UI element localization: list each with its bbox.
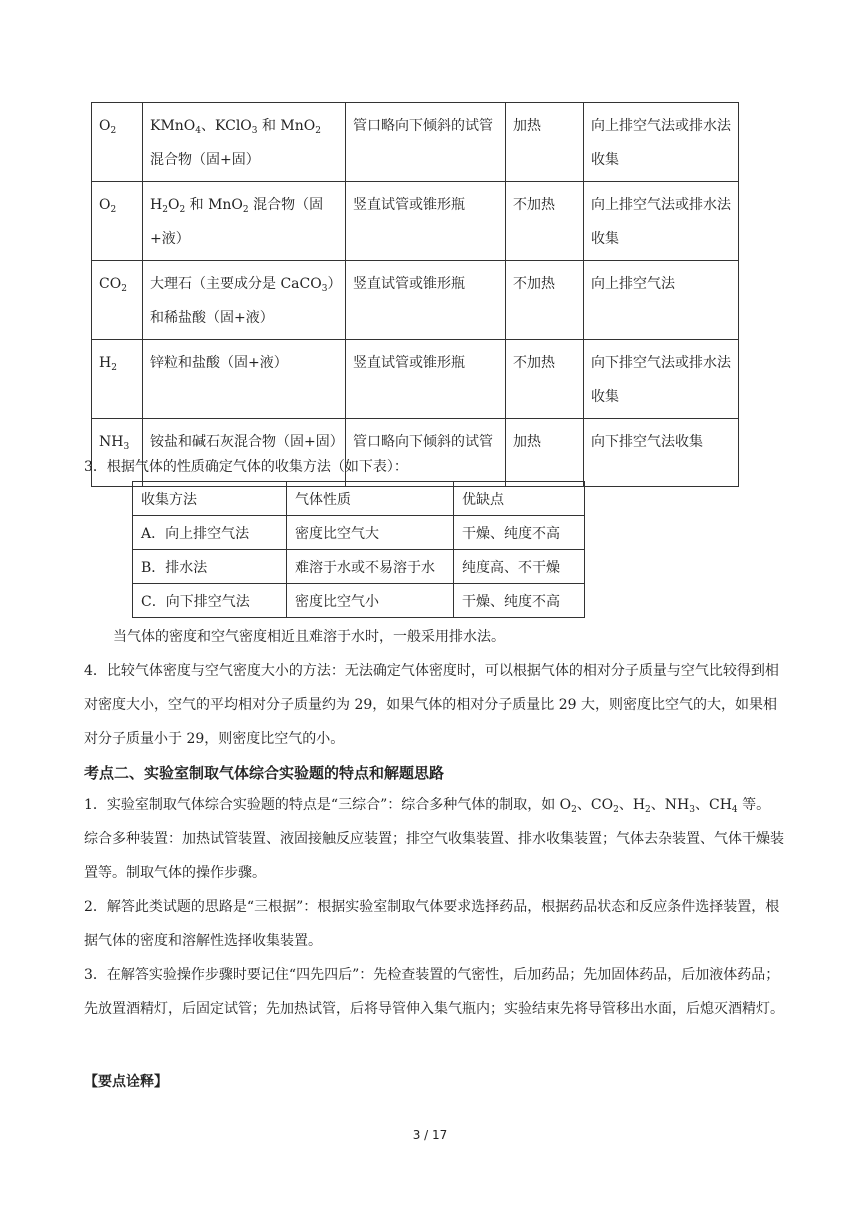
gas-cell: $O_2$ bbox=[92, 103, 143, 182]
table-row bbox=[92, 182, 739, 261]
table-row bbox=[133, 584, 585, 618]
table-cell: B．排水法 bbox=[133, 550, 287, 584]
reagents-cell: 锌粒和盐酸（固+液） bbox=[143, 340, 346, 419]
apparatus-cell: 管口略向下倾斜的试管 bbox=[346, 419, 506, 487]
condition-cell: 加热 bbox=[506, 103, 584, 182]
table-row bbox=[133, 550, 585, 584]
reagents-cell: $H_2O_2$ 和 MnO$_2$ 混合物（固+液） bbox=[143, 182, 346, 261]
table-row bbox=[92, 261, 739, 340]
collection-cell: 向上排空气法 bbox=[584, 261, 739, 340]
table-cell: 难溶于水或不易溶于水 bbox=[287, 550, 454, 584]
gas-cell: $O_2$ bbox=[92, 182, 143, 261]
header-cell: 优缺点 bbox=[454, 482, 585, 516]
section-paragraph-3: 3．在解答实验操作步骤时要记住“四先四后”：先检查装置的气密性，后加药品；先加固体药品，后加液体药品；先放置酒精灯，后固定试管；先加热试管，后将导管伸入集气瓶内；实验结束先将导管移出水面，后熄灭酒精灯。 bbox=[84, 967, 784, 1017]
table-header-row bbox=[133, 482, 585, 516]
apparatus-cell: 竖直试管或锥形瓶 bbox=[346, 340, 506, 419]
note-paragraph: 当气体的密度和空气密度相近且难溶于水时，一般采用排水法。 bbox=[113, 629, 505, 645]
gas-cell: $NH_3$ bbox=[92, 419, 143, 487]
condition-cell: 不加热 bbox=[506, 261, 584, 340]
section-heading: 考点二、实验室制取气体综合实验题的特点和解题思路 bbox=[84, 764, 445, 782]
table-cell: C．向下排空气法 bbox=[133, 584, 287, 618]
table-row bbox=[133, 516, 585, 550]
collection-cell: 向上排空气法或排水法收集 bbox=[584, 103, 739, 182]
apparatus-cell: 竖直试管或锥形瓶 bbox=[346, 182, 506, 261]
reagents-cell: KMnO$_4$、KClO$_3$ 和 MnO$_2$ 混合物（固+固） bbox=[143, 103, 346, 182]
collection-method-table bbox=[132, 481, 585, 618]
section-paragraph-1: 1．实验室制取气体综合实验题的特点是“三综合”：综合多种气体的制取，如 $O_2$、$CO_2$、$H_2$、$NH_3$、$CH_4$ 等。综合多种装置：加热试管装置、液固接触反应装置；排空气收集装置、排水收集装置；气体去杂装置、气体干燥装置等。制取气体的操作步骤。 bbox=[84, 797, 784, 881]
paragraph-4: 4．比较气体密度与空气密度大小的方法：无法确定气体密度时，可以根据气体的相对分子质量与空气比较得到相对密度大小，空气的平均相对分子质量约为 29，如果气体的相对分子质量比 29 大，则密度比空气的大，如果相对分子质量小于 29，则密度比空气的小。 bbox=[84, 663, 779, 747]
header-cell: 气体性质 bbox=[287, 482, 454, 516]
apparatus-cell: 竖直试管或锥形瓶 bbox=[346, 261, 506, 340]
apparatus-cell: 管口略向下倾斜的试管 bbox=[346, 103, 506, 182]
table-cell: 干燥、纯度不高 bbox=[454, 584, 585, 618]
table-row bbox=[92, 103, 739, 182]
page-number: 3 / 17 bbox=[412, 1128, 448, 1142]
table-cell: 纯度高、不干燥 bbox=[454, 550, 585, 584]
key-points-heading: 【要点诠释】 bbox=[84, 1074, 168, 1090]
header-cell: 收集方法 bbox=[133, 482, 287, 516]
table-cell: 密度比空气小 bbox=[287, 584, 454, 618]
gas-cell: $H_2$ bbox=[92, 340, 143, 419]
paragraph-3: 3．根据气体的性质确定气体的收集方法（如下表）： bbox=[84, 459, 408, 475]
condition-cell: 加热 bbox=[506, 419, 584, 487]
table-cell: 密度比空气大 bbox=[287, 516, 454, 550]
collection-cell: 向上排空气法或排水法收集 bbox=[584, 182, 739, 261]
gas-preparation-table bbox=[91, 102, 739, 487]
condition-cell: 不加热 bbox=[506, 182, 584, 261]
condition-cell: 不加热 bbox=[506, 340, 584, 419]
reagents-cell: 铵盐和碱石灰混合物（固+固） bbox=[143, 419, 346, 487]
table-row bbox=[92, 340, 739, 419]
reagents-cell: 大理石（主要成分是 CaCO$_3$）和稀盐酸（固+液） bbox=[143, 261, 346, 340]
table-cell: A．向上排空气法 bbox=[133, 516, 287, 550]
table-cell: 干燥、纯度不高 bbox=[454, 516, 585, 550]
section-paragraph-2: 2．解答此类试题的思路是“三根据”：根据实验室制取气体要求选择药品，根据药品状态和反应条件选择装置，根据气体的密度和溶解性选择收集装置。 bbox=[84, 899, 780, 949]
collection-cell: 向下排空气法收集 bbox=[584, 419, 739, 487]
gas-cell: $CO_2$ bbox=[92, 261, 143, 340]
collection-cell: 向下排空气法或排水法收集 bbox=[584, 340, 739, 419]
